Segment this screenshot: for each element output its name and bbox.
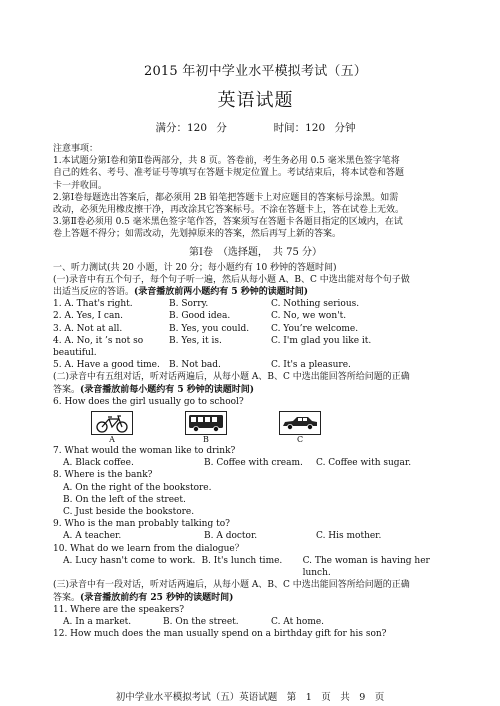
note-line: 3.第Ⅱ卷必须用 0.5 毫米黑色签字笔作答，答案须写在答题卡各题目指定的区域内，在试 (53, 217, 403, 228)
question-3: 3. A. Not at all. B. Yes, you could. C. You’re welcome. (53, 323, 359, 334)
reading-time-note: (录音播放前每小题约有 5 秒钟的读题时间) (80, 384, 255, 395)
listening-heading: 一、听力测试(共 20 小题，计 20 分；每小题约有 10 秒钟的答题时间) (53, 262, 337, 273)
question-2: 2. A. Yes, I can. B. Good idea. C. No, we won't. (53, 311, 347, 322)
page-footer: 初中学业水平模拟考试（五）英语试题 第 1 页 共 9 页 (115, 692, 385, 703)
question-8: 8. Where is the bank? (53, 470, 153, 481)
reading-time-note: (录音播放前两小题约有 5 秒钟的读题时间) (134, 287, 309, 298)
volume-heading: 第Ⅰ卷 （选择题， 共 75 分） (188, 246, 323, 258)
note-line: 2.第Ⅰ卷每题选出答案后，都必须用 2B 铅笔把答题卡上对应题目的答案标号涂黑。如需 (53, 192, 399, 203)
bicycle-icon (91, 411, 133, 435)
section-instruction: 出适当反应的答语。(录音播放前两小题约有 5 秒钟的读题时间) (53, 287, 309, 298)
exam-time: 时间：120 分钟 (273, 122, 356, 134)
note-line: 卡一并收回。 (53, 180, 108, 191)
question-11-options: A. In a market. B. On the street. C. At home. (63, 616, 325, 627)
question-5: 5. A. Have a good time. B. Not bad. C. It's a pleasure. (53, 360, 351, 371)
note-line: 1.本试题分第Ⅰ卷和第Ⅱ卷两部分，共 8 页。答卷前，考生务必用 0.5 毫米黑色签字笔将 (53, 156, 400, 167)
question-1: 1. A. That's right. B. Sorry. C. Nothing serious. (53, 299, 360, 310)
exam-title: 2015 年初中学业水平模拟考试（五） (143, 64, 368, 79)
note-line: 卷上答题不得分；如需改动，先划掉原来的答案，然后再写上新的答案。 (53, 229, 342, 240)
section-instruction: (二)录音中有五组对话，听对话两遍后，从每小题 A、B、C 中选出能回答所给问题的正确 (53, 372, 410, 383)
reading-time-note: (录音播放前约有 25 秒钟的读题时间) (80, 592, 234, 603)
question-9: 9. Who is the man probably talking to? (53, 519, 230, 530)
question-11: 11. Where are the speakers? (53, 604, 185, 615)
section-instruction: (三)录音中有一段对话，听对话两遍后，从每小题 A、B、C 中选出能回答所给问题的正确 (53, 580, 410, 591)
section-instruction: 答案。(录音播放前每小题约有 5 秒钟的读题时间) (53, 384, 255, 395)
question-9-options: A. A teacher. B. A doctor. C. His mother. (63, 531, 382, 542)
note-line: 自己的姓名、考号、准考证号等填写在答题卡规定位置上。考试结束后，将本试卷和答题 (53, 168, 405, 179)
question-10: 10. What do we learn from the dialogue？ (53, 543, 244, 554)
question-7-options: A. Black coffee. B. Coffee with cream. C. Coffee with sugar. (63, 458, 412, 469)
option-c-picture (253, 411, 347, 445)
option-a-label: A (109, 435, 115, 445)
score-time-line (53, 120, 458, 135)
full-score: 满分：120 分 (155, 122, 227, 134)
option-c-label: C (296, 435, 304, 445)
question-4: 4. A. No, it ’s not so beautiful. B. Yes, it is. C. I'm glad you like it. (53, 335, 372, 359)
car-icon (279, 411, 321, 435)
transport-pictures (65, 411, 458, 445)
question-12: 12. How much does the man usually spend on a birthday gift for his son? (53, 629, 387, 640)
note-line: 改动，必须先用橡皮擦干净，再改涂其它答案标号。不涂在答题卡上，答在试卷上无效。 (53, 205, 405, 216)
section-instruction: (一)录音中有五个句子，每个句子听一遍，然后从每小题 A、B、C 中选出能对每个句子做 (53, 274, 410, 285)
option: B. On the left of the street. (63, 494, 186, 505)
bus-icon (185, 411, 227, 435)
question-10-options: A. Lucy hasn't come to work. B. It's lunch time. C. The woman is having her lunch. (63, 555, 430, 579)
question-6: 6. How does the girl usually go to school? (53, 396, 244, 407)
question-7: 7. What would the woman like to drink? (53, 446, 236, 457)
option-b-label: B (203, 435, 209, 445)
subject-title: 英语试题 (217, 90, 294, 111)
option-b-picture (159, 411, 253, 445)
section-instruction: 答案。(录音播放前约有 25 秒钟的读题时间) (53, 592, 234, 603)
option: A. On the right of the bookstore. (63, 482, 212, 493)
notes-heading: 注意事项： (53, 144, 99, 154)
option: C. Just beside the bookstore. (63, 507, 195, 518)
option-a-picture (65, 411, 159, 445)
